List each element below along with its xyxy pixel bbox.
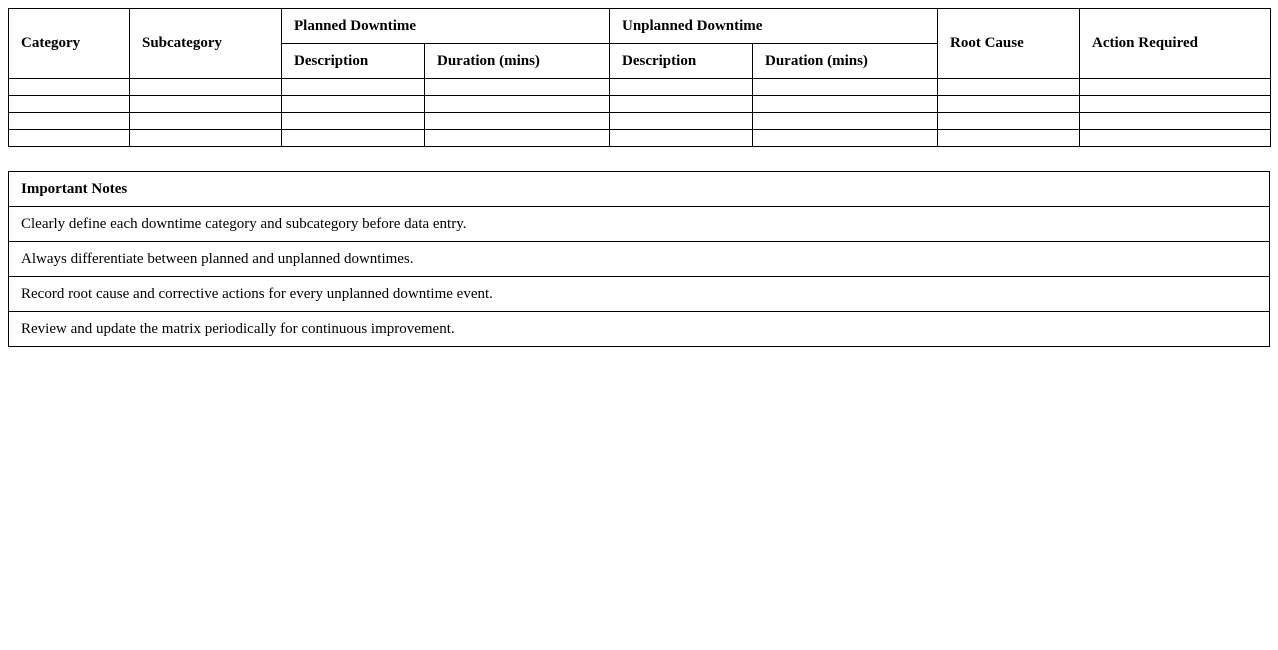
- note-item: Clearly define each downtime category and subcategory before data entry.: [9, 207, 1270, 242]
- table-cell: [938, 130, 1080, 147]
- header-unplanned-downtime: Unplanned Downtime: [610, 9, 938, 44]
- matrix-body: [9, 79, 1271, 147]
- header-root-cause: Root Cause: [938, 9, 1080, 79]
- header-category: Category: [9, 9, 130, 79]
- table-cell: [938, 96, 1080, 113]
- note-item: Review and update the matrix periodically for continuous improvement.: [9, 312, 1270, 347]
- table-cell: [1080, 113, 1271, 130]
- notes-title-row: [9, 172, 1270, 207]
- table-cell: [9, 96, 130, 113]
- table-cell: [1080, 130, 1271, 147]
- table-cell: [753, 96, 938, 113]
- table-row: [9, 79, 1271, 96]
- matrix-header: [9, 9, 1271, 79]
- table-cell: [1080, 79, 1271, 96]
- list-item: [9, 207, 1270, 242]
- table-cell: [610, 113, 753, 130]
- table-cell: [610, 96, 753, 113]
- table-cell: [1080, 96, 1271, 113]
- table-cell: [425, 96, 610, 113]
- header-planned-description: Description: [282, 44, 425, 79]
- table-row: [9, 96, 1271, 113]
- header-unplanned-duration: Duration (mins): [753, 44, 938, 79]
- list-item: [9, 242, 1270, 277]
- table-cell: [425, 130, 610, 147]
- header-action-required: Action Required: [1080, 9, 1271, 79]
- header-planned-duration: Duration (mins): [425, 44, 610, 79]
- table-cell: [130, 79, 282, 96]
- list-item: [9, 312, 1270, 347]
- table-cell: [610, 79, 753, 96]
- table-cell: [9, 113, 130, 130]
- table-cell: [753, 79, 938, 96]
- table-cell: [130, 113, 282, 130]
- document-page: [8, 8, 1270, 347]
- table-row: [9, 113, 1271, 130]
- table-cell: [938, 79, 1080, 96]
- table-cell: [938, 113, 1080, 130]
- table-cell: [282, 79, 425, 96]
- table-cell: [753, 113, 938, 130]
- important-notes-table: [8, 171, 1270, 347]
- table-cell: [9, 130, 130, 147]
- table-cell: [753, 130, 938, 147]
- notes-title: Important Notes: [9, 172, 1270, 207]
- table-cell: [282, 96, 425, 113]
- header-planned-downtime: Planned Downtime: [282, 9, 610, 44]
- table-cell: [130, 96, 282, 113]
- table-cell: [610, 130, 753, 147]
- table-cell: [9, 79, 130, 96]
- header-subcategory: Subcategory: [130, 9, 282, 79]
- matrix-header-row-top: [9, 9, 1271, 44]
- table-cell: [282, 130, 425, 147]
- table-cell: [425, 79, 610, 96]
- table-cell: [130, 130, 282, 147]
- table-cell: [282, 113, 425, 130]
- header-unplanned-description: Description: [610, 44, 753, 79]
- note-item: Record root cause and corrective actions for every unplanned downtime event.: [9, 277, 1270, 312]
- list-item: [9, 277, 1270, 312]
- table-row: [9, 130, 1271, 147]
- downtime-matrix-table: [8, 8, 1271, 147]
- note-item: Always differentiate between planned and unplanned downtimes.: [9, 242, 1270, 277]
- table-cell: [425, 113, 610, 130]
